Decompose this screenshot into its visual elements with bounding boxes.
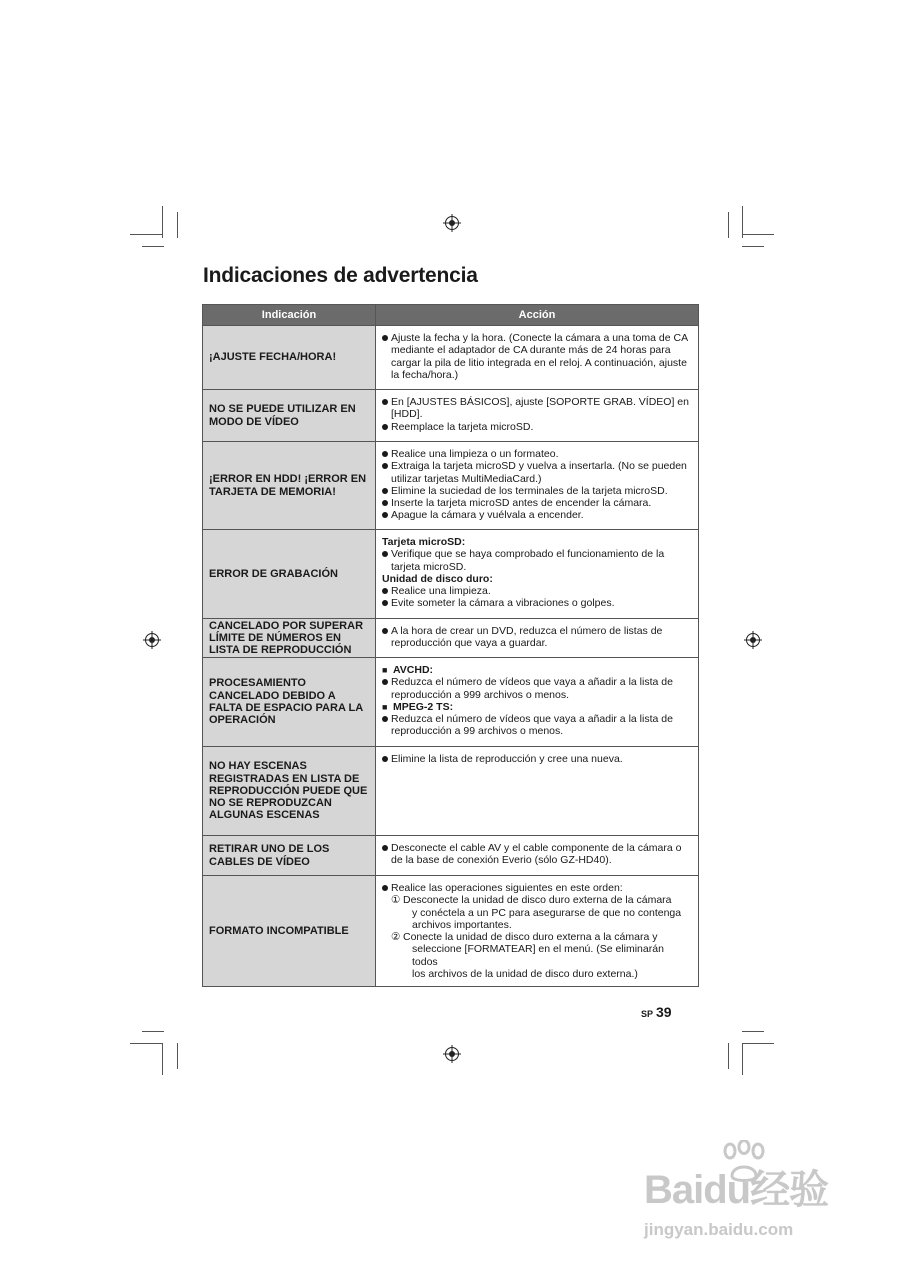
table-row — [203, 876, 699, 987]
indication-cell: ERROR DE GRABACIÓN — [203, 530, 376, 619]
table-row — [203, 326, 699, 390]
action-bullet: Apague la cámara y vuélvala a encender. — [382, 509, 692, 521]
table-row — [203, 747, 699, 836]
indication-cell: ¡ERROR EN HDD! ¡ERROR EN TARJETA DE MEMORIA! — [203, 442, 376, 530]
action-cell — [376, 442, 699, 530]
table-row — [203, 619, 699, 658]
crop-mark — [142, 246, 164, 247]
numbered-step — [382, 894, 692, 931]
indication-cell: CANCELADO POR SUPERAR LÍMITE DE NÚMEROS EN LISTA DE REPRODUCCIÓN — [203, 619, 376, 658]
crop-mark — [742, 246, 764, 247]
step-text: Conecte la unidad de disco duro externa a la cámara y — [403, 931, 658, 944]
action-bullet: Reduzca el número de vídeos que vaya a añadir a la lista de reproducción a 99 archivos o menos. — [382, 713, 692, 738]
action-cell — [376, 619, 699, 658]
crop-mark — [728, 212, 729, 238]
page-title: Indicaciones de advertencia — [203, 264, 478, 287]
registration-mark-icon — [445, 1047, 459, 1061]
table-row — [203, 530, 699, 619]
crop-mark — [162, 206, 163, 238]
action-bullet: Realice las operaciones siguientes en este orden: — [382, 882, 692, 894]
format-heading-text: AVCHD: — [393, 664, 434, 676]
action-cell — [376, 390, 699, 442]
action-cell — [376, 747, 699, 836]
action-bullet: Elimine la lista de reproducción y cree una nueva. — [382, 753, 692, 765]
crop-mark — [742, 1043, 743, 1075]
indication-cell: ¡AJUSTE FECHA/HORA! — [203, 326, 376, 390]
registration-mark-icon — [145, 633, 159, 647]
video-camera-icon: ■ — [382, 665, 388, 675]
column-header-action: Acción — [376, 305, 699, 326]
action-bullet: Ajuste la fecha y la hora. (Conecte la cámara a una toma de CA mediante el adaptador de CA durante más de 24 horas para cargar la pila de litio integrada en el reloj. A continuación, ajuste la fecha/hora.) — [382, 332, 692, 381]
action-bullet: Reduzca el número de vídeos que vaya a añadir a la lista de reproducción a 999 archivos o menos. — [382, 676, 692, 701]
crop-mark — [742, 1031, 764, 1032]
action-bullet: Realice una limpieza. — [382, 585, 692, 597]
crop-mark — [130, 1043, 162, 1044]
table-row — [203, 442, 699, 530]
page-footer — [641, 1004, 672, 1022]
watermark-brand: Baidu经验 — [644, 1168, 829, 1212]
action-cell — [376, 876, 699, 987]
watermark-url: jingyan.baidu.com — [644, 1220, 794, 1239]
page-number: 39 — [656, 1004, 672, 1020]
action-bullet: Extraiga la tarjeta microSD y vuelva a insertarla. (No se pueden utilizar tarjetas MultiMediaCard.) — [382, 460, 692, 485]
numbered-step — [382, 931, 692, 980]
step-text: archivos importantes. — [412, 918, 512, 931]
action-bullet: Verifique que se haya comprobado el funcionamiento de la tarjeta microSD. — [382, 548, 692, 573]
column-header-indication: Indicación — [203, 305, 376, 326]
indication-cell: FORMATO INCOMPATIBLE — [203, 876, 376, 987]
action-bullet: Desconecte el cable AV y el cable componente de la cámara o de la base de conexión Everio (sólo GZ-HD40). — [382, 842, 692, 867]
crop-mark — [742, 234, 774, 235]
watermark — [636, 1140, 886, 1250]
format-heading — [382, 664, 692, 676]
table-header-row — [203, 305, 699, 326]
indication-cell: PROCESAMIENTO CANCELADO DEBIDO A FALTA DE ESPACIO PARA LA OPERACIÓN — [203, 658, 376, 747]
format-heading — [382, 701, 692, 713]
table-row — [203, 658, 699, 747]
registration-mark-icon — [746, 633, 760, 647]
crop-mark — [728, 1043, 729, 1069]
crop-mark — [177, 212, 178, 238]
action-bullet: En [AJUSTES BÁSICOS], ajuste [SOPORTE GRAB. VÍDEO] en [HDD]. — [382, 396, 692, 421]
action-cell — [376, 658, 699, 747]
video-camera-icon: ■ — [382, 701, 388, 712]
table-row — [203, 836, 699, 876]
action-cell — [376, 530, 699, 619]
table-body — [203, 326, 699, 987]
crop-mark — [162, 1043, 163, 1075]
registration-mark-icon — [445, 216, 459, 230]
action-bullet: Evite someter la cámara a vibraciones o golpes. — [382, 597, 692, 609]
action-bullet: Reemplace la tarjeta microSD. — [382, 421, 692, 433]
format-heading-text: MPEG-2 TS: — [393, 700, 454, 713]
warning-table — [202, 304, 699, 987]
step-text: y conéctela a un PC para asegurarse de que no contenga — [412, 906, 682, 919]
action-cell — [376, 836, 699, 876]
action-heading: Unidad de disco duro: — [382, 572, 493, 585]
step-number: ① — [391, 894, 401, 907]
crop-mark — [742, 1043, 774, 1044]
step-text: seleccione [FORMATEAR] en el menú. (Se eliminarán todos — [412, 943, 664, 968]
action-heading: Tarjeta microSD: — [382, 536, 466, 548]
action-bullet: A la hora de crear un DVD, reduzca el número de listas de reproducción que vaya a guardar. — [382, 625, 692, 650]
footer-language: SP — [641, 1009, 654, 1019]
indication-cell: NO SE PUEDE UTILIZAR EN MODO DE VÍDEO — [203, 390, 376, 442]
crop-mark — [130, 234, 162, 235]
crop-mark — [177, 1043, 178, 1069]
step-text: los archivos de la unidad de disco duro externa.) — [412, 968, 638, 981]
step-number: ② — [391, 931, 401, 944]
action-bullet: Elimine la suciedad de los terminales de la tarjeta microSD. — [382, 485, 692, 497]
action-bullet: Realice una limpieza o un formateo. — [382, 448, 692, 460]
crop-mark — [142, 1031, 164, 1032]
step-text: Desconecte la unidad de disco duro externa de la cámara — [403, 894, 672, 907]
indication-cell: RETIRAR UNO DE LOS CABLES DE VÍDEO — [203, 836, 376, 876]
indication-cell: NO HAY ESCENAS REGISTRADAS EN LISTA DE REPRODUCCIÓN PUEDE QUE NO SE REPRODUZCAN ALGUNAS ESCENAS — [203, 747, 376, 836]
action-bullet: Inserte la tarjeta microSD antes de encender la cámara. — [382, 497, 692, 509]
table-row — [203, 390, 699, 442]
action-cell — [376, 326, 699, 390]
